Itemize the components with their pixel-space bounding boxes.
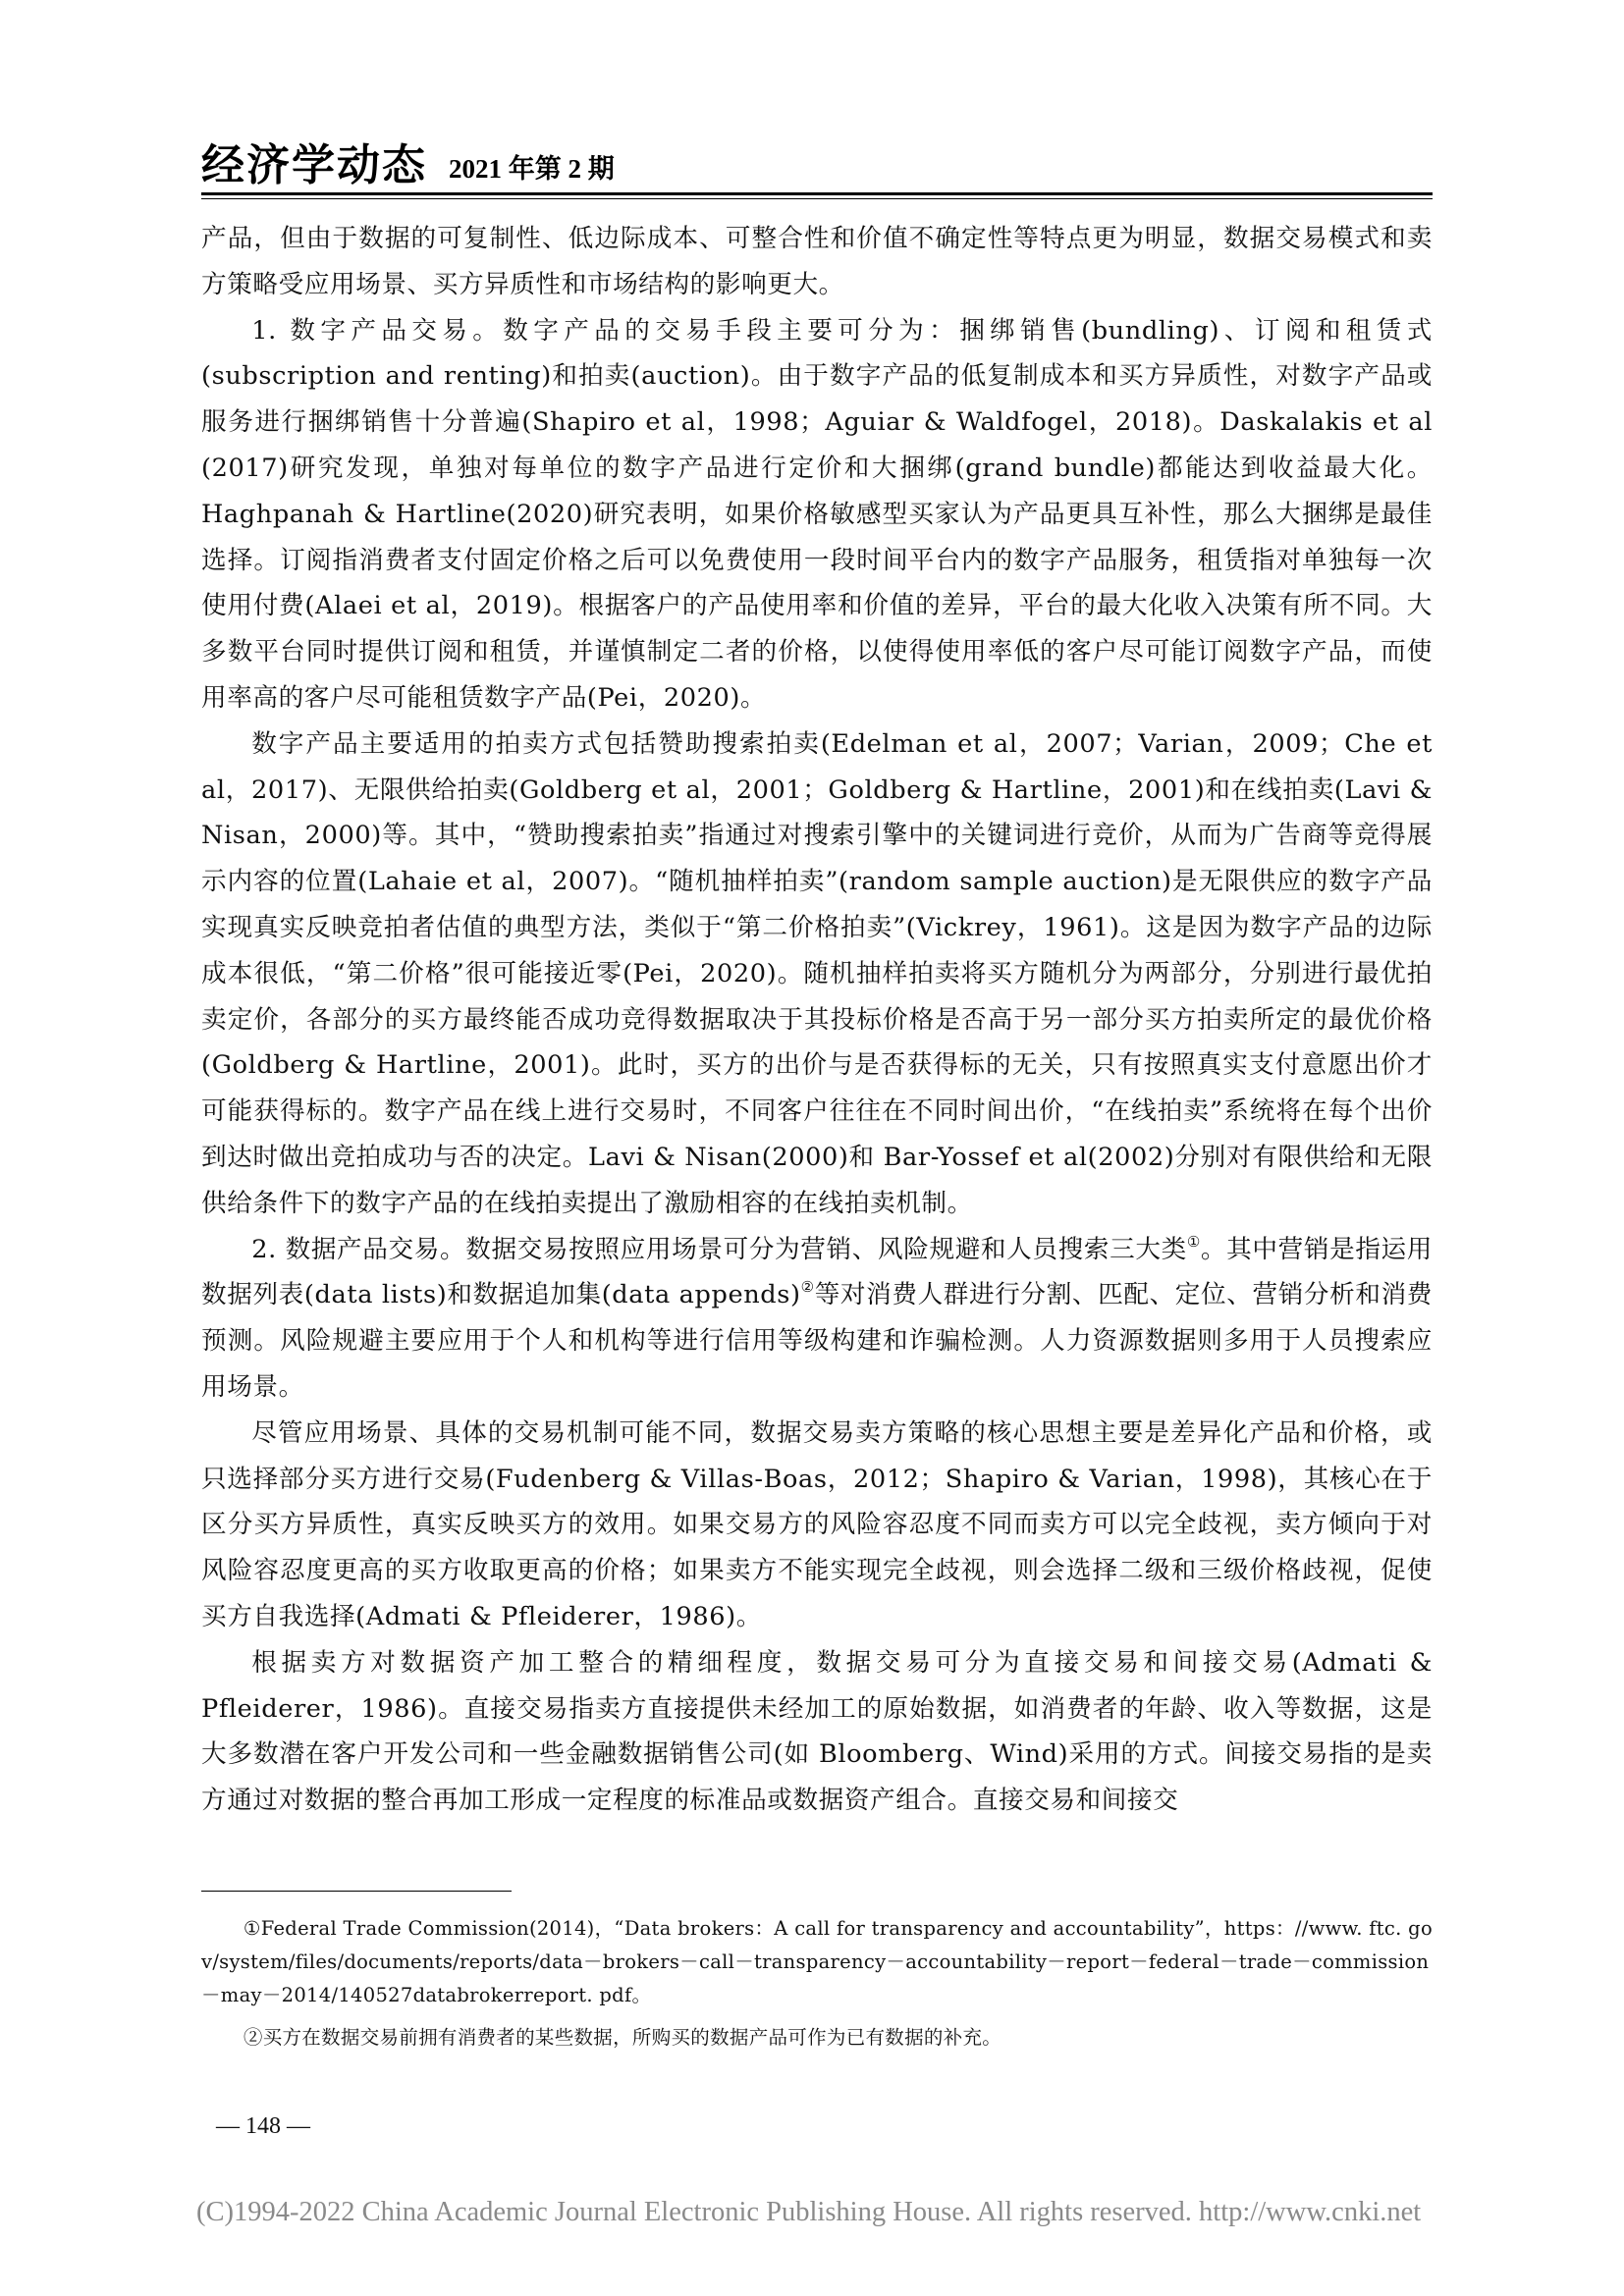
footnote: ②买方在数据交易前拥有消费者的某些数据，所购买的数据产品可作为已有数据的补充。	[243, 2026, 1002, 2049]
header-rule-thin	[201, 198, 1433, 199]
paragraph	[201, 1227, 1433, 1411]
journal-name: 经济学动态	[201, 140, 427, 190]
article-body	[201, 216, 1433, 1824]
paragraph: 数字产品主要适用的拍卖方式包括赞助搜索拍卖(Edelman et al，2007；Varian，2009；Che et al，2017)、无限供给拍卖(Goldberg et al，2001；Goldberg & Hartline，2001)和在线拍卖(Lavi & Nisan，2000)等。其中，“赞助搜索拍卖”指通过对搜索引擎中的关键词进行竞价，从而为广告商等竞得展示内容的位置(Lahaie et al，2007)。“随机抽样拍卖”(random sample auction)是无限供应的数字产品实现真实反映竞拍者估值的典型方法，类似于“第二价格拍卖”(Vickrey，1961)。这是因为数字产品的边际成本很低，“第二价格”很可能接近零(Pei，2020)。随机抽样拍卖将买方随机分为两部分，分别进行最优拍卖定价，各部分的买方最终能否成功竞得数据取决于其投标价格是否高于另一部分买方拍卖所定的最优价格(Goldberg & Hartline，2001)。此时，买方的出价与是否获得标的无关，只有按照真实支付意愿出价才可能获得标的。数字产品在线上进行交易时，不同客户往往在不同时间出价，“在线拍卖”系统将在每个出价到达时做出竞拍成功与否的决定。Lavi & Nisan(2000)和 Bar-Yossef et al(2002)分别对有限供给和无限供给条件下的数字产品的在线拍卖提出了激励相容的在线拍卖机制。	[201, 728, 1433, 1218]
paragraph-segment: 等对消费人群进行分割、匹配、定位、营销分析和消费预测。风险规避主要应用于个人和机构等进行信用等级构建和诈骗检测。人力资源数据则多用于人员搜索应用场景。	[201, 1280, 1433, 1402]
footnote-ref[interactable]: ①	[1186, 1232, 1201, 1251]
header-rule-thick	[201, 192, 1433, 195]
paragraph: 产品，但由于数据的可复制性、低边际成本、可整合性和价值不确定性等特点更为明显，数据交易模式和卖方策略受应用场景、买方异质性和市场结构的影响更大。	[201, 224, 1433, 299]
paragraph-segment: 。其中营销是指运用数据列表(data lists)和数据追加集(data appends)	[201, 1234, 1433, 1310]
footnote: ①Federal Trade Commission(2014)，“Data brokers：A call for transparency and accountability”，https：//www. ftc. gov/system/files/documents/reports/data－brokers－call－transparency－accountability－report－federal－trade－commission－may－2014/140527databrokerreport. pdf。	[201, 1917, 1433, 2006]
footnote-divider	[201, 1891, 512, 1892]
footnote-ref[interactable]: ②	[800, 1278, 815, 1297]
paragraph: 尽管应用场景、具体的交易机制可能不同，数据交易卖方策略的核心思想主要是差异化产品和价格，或只选择部分买方进行交易(Fudenberg & Villas-Boas，2012；Shapiro & Varian，1998)，其核心在于区分买方异质性，真实反映买方的效用。如果交易方的风险容忍度不同而卖方可以完全歧视，卖方倾向于对风险容忍度更高的买方收取更高的价格；如果卖方不能实现完全歧视，则会选择二级和三级价格歧视，促使买方自我选择(Admati & Pfleiderer，1986)。	[201, 1417, 1433, 1631]
paragraph-segment: 2. 数据产品交易。数据交易按照应用场景可分为营销、风险规避和人员搜索三大类	[251, 1234, 1187, 1264]
paragraph: 根据卖方对数据资产加工整合的精细程度，数据交易可分为直接交易和间接交易(Admati & Pfleiderer，1986)。直接交易指卖方直接提供未经加工的原始数据，如消费者的年龄、收入等数据，这是大多数潜在客户开发公司和一些金融数据销售公司(如 Bloomberg、Wind)采用的方式。间接交易指的是卖方通过对数据的整合再加工形成一定程度的标准品或数据资产组合。直接交易和间接交	[201, 1647, 1433, 1816]
running-header	[201, 140, 1433, 191]
footnotes	[201, 1912, 1433, 2063]
page-number: — 148 —	[216, 2113, 310, 2139]
paragraph: 1. 数字产品交易。数字产品的交易手段主要可分为：捆绑销售(bundling)、订阅和租赁式(subscription and renting)和拍卖(auction)。由于数字产品的低复制成本和买方异质性，对数字产品或服务进行捆绑销售十分普遍(Shapiro et al，1998；Aguiar & Waldfogel，2018)。Daskalakis et al (2017)研究发现，单独对每单位的数字产品进行定价和大捆绑(grand bundle)都能达到收益最大化。Haghpanah & Hartline(2020)研究表明，如果价格敏感型买家认为产品更具互补性，那么大捆绑是最佳选择。订阅指消费者支付固定价格之后可以免费使用一段时间平台内的数字产品服务，租赁指对单独每一次使用付费(Alaei et al，2019)。根据客户的产品使用率和价值的差异，平台的最大化收入决策有所不同。大多数平台同时提供订阅和租赁，并谨慎制定二者的价格，以使得使用率低的客户尽可能订阅数字产品，而使用率高的客户尽可能租赁数字产品(Pei，2020)。	[201, 315, 1433, 713]
copyright-notice: (C)1994-2022 China Academic Journal Electronic Publishing House. All rights reserved. http://www.cnki.net	[196, 2197, 1422, 2227]
issue-label: 2021 年第 2 期	[449, 154, 615, 184]
